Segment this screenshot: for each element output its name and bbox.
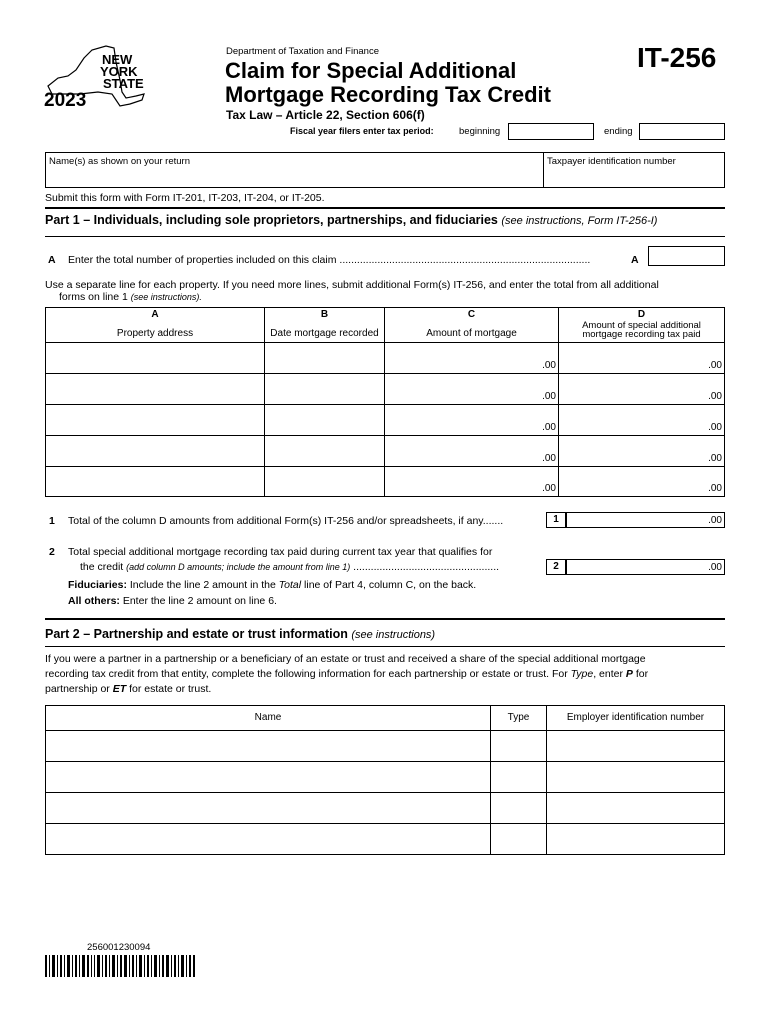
col-c-label: Amount of mortgage xyxy=(426,328,517,339)
part1-heading-note: (see instructions, Form IT-256-I) xyxy=(501,215,658,227)
table-row xyxy=(46,405,724,435)
tin-label: Taxpayer identification number xyxy=(547,156,676,167)
state-name-line2: YORK xyxy=(100,64,138,79)
col-a-label: Property address xyxy=(116,328,194,339)
property-address-field[interactable] xyxy=(46,374,264,404)
line2-box-label: 2 xyxy=(546,559,566,575)
line1-leader-dots: ....... xyxy=(482,515,504,527)
tax-paid-field[interactable] xyxy=(559,467,724,496)
entity-name-field[interactable] xyxy=(46,793,490,823)
part2-heading-note: (see instructions) xyxy=(351,629,436,641)
table-row xyxy=(46,731,724,761)
part2-intro-line3 xyxy=(45,683,211,695)
form-title-line2: Mortgage Recording Tax Credit xyxy=(225,82,551,107)
col-d-letter: D xyxy=(637,309,646,320)
table-row xyxy=(46,436,724,466)
part2-intro-line2b: , enter xyxy=(593,668,623,680)
ending-date-field[interactable] xyxy=(639,123,725,140)
tin-field[interactable] xyxy=(544,153,724,187)
barcode-number: 256001230094 xyxy=(87,942,151,953)
mortgage-amount-cents: .00 xyxy=(542,360,556,371)
line2-text-a: Total special additional mortgage recording tax paid during current tax year that qualifies for xyxy=(68,546,493,558)
mortgage-amount-cents: .00 xyxy=(542,422,556,433)
entity-name-field[interactable] xyxy=(46,824,490,854)
part1-instructions-line2-text: forms on line 1 xyxy=(59,291,128,303)
tax-paid-field[interactable] xyxy=(559,374,724,404)
state-name-line1: NEW xyxy=(102,52,133,67)
col-b-label: Date mortgage recorded xyxy=(270,328,379,339)
fiduciaries-note xyxy=(68,579,476,591)
line2-number: 2 xyxy=(49,546,55,558)
part2-title: Part 2 – Partnership and estate or trust information xyxy=(45,627,348,641)
mortgage-amount-cents: .00 xyxy=(542,483,556,494)
tax-paid-cents: .00 xyxy=(708,422,722,433)
tax-year: 2023 xyxy=(44,90,87,111)
mortgage-amount-field[interactable] xyxy=(385,374,558,404)
line1-amount-field[interactable] xyxy=(566,512,725,528)
entity-type-field[interactable] xyxy=(491,731,546,761)
part2-intro-line1: If you were a partner in a partnership or a beneficiary of an estate or trust and received a share of the special additional mortgage xyxy=(45,653,646,665)
entity-type-field[interactable] xyxy=(491,824,546,854)
barcode-icon xyxy=(45,955,195,977)
date-recorded-field[interactable] xyxy=(265,467,384,496)
part2-intro-type-word: Type xyxy=(570,668,594,680)
part2-intro-line3b: for estate or trust. xyxy=(129,683,212,695)
beginning-date-field[interactable] xyxy=(508,123,594,140)
part1-top-rule xyxy=(45,207,725,209)
submit-note: Submit this form with Form IT-201, IT-203, IT-204, or IT-205. xyxy=(45,192,325,204)
lineA-label: A xyxy=(631,254,639,266)
fiduciaries-text-b: line of Part 4, column C, on the back. xyxy=(304,579,477,591)
date-recorded-field[interactable] xyxy=(265,374,384,404)
col-d-label-line1: Amount of special additional xyxy=(582,320,701,331)
mortgage-amount-field[interactable] xyxy=(385,467,558,496)
others-text: Enter the line 2 amount on line 6. xyxy=(122,595,277,607)
mortgage-amount-field[interactable] xyxy=(385,343,558,373)
beginning-date-value xyxy=(509,129,512,140)
lineA-value xyxy=(649,252,652,263)
property-address-field[interactable] xyxy=(46,467,264,496)
department-name: Department of Taxation and Finance xyxy=(226,46,379,57)
tax-paid-field[interactable] xyxy=(559,405,724,435)
part1-heading-rule xyxy=(45,236,725,237)
lineA-leader-dots: ...................................................................................... xyxy=(336,254,591,266)
entity-name-field[interactable] xyxy=(46,731,490,761)
entity-ein-field[interactable] xyxy=(547,762,724,792)
part2-top-rule xyxy=(45,618,725,620)
line2-leader-dots: .................................................. xyxy=(350,561,500,573)
entity-type-field[interactable] xyxy=(491,793,546,823)
ending-date-value xyxy=(640,129,643,140)
part1-instructions-line2 xyxy=(59,291,202,303)
tax-paid-cents: .00 xyxy=(708,391,722,402)
part2-intro-line2c: for xyxy=(635,668,649,680)
name-label: Name(s) as shown on your return xyxy=(49,156,190,167)
col-name-header: Name xyxy=(254,712,282,723)
lineA-letter: A xyxy=(48,254,56,266)
entity-ein-field[interactable] xyxy=(547,731,724,761)
mortgage-amount-field[interactable] xyxy=(385,436,558,466)
tax-paid-field[interactable] xyxy=(559,343,724,373)
others-note xyxy=(68,595,277,607)
line1-text xyxy=(68,515,542,527)
part2-heading-rule xyxy=(45,646,725,647)
table-row xyxy=(46,793,724,823)
col-ein-header: Employer identification number xyxy=(566,712,705,723)
line2-text-b-note: (add column D amounts; include the amount from line 1) xyxy=(126,562,351,572)
col-d-label-line2: mortgage recording tax paid xyxy=(582,329,701,340)
line1-description: Total of the column D amounts from additional Form(s) IT-256 and/or spreadsheets, if any xyxy=(68,515,483,527)
col-type-header: Type xyxy=(507,712,530,723)
lineA-input[interactable] xyxy=(648,246,725,266)
mortgage-amount-cents: .00 xyxy=(542,453,556,464)
tax-paid-field[interactable] xyxy=(559,436,724,466)
col-a-letter: A xyxy=(151,309,159,320)
part2-intro-line3a: partnership or xyxy=(45,683,110,695)
line1-number: 1 xyxy=(49,515,55,527)
tax-paid-cents: .00 xyxy=(708,453,722,464)
part2-intro-et: ET xyxy=(112,683,127,695)
form-number: IT-256 xyxy=(637,42,717,73)
state-name-line3: STATE xyxy=(103,76,144,91)
entity-ein-field[interactable] xyxy=(547,824,724,854)
line2-text-b-main: the credit xyxy=(80,561,124,573)
ending-label: ending xyxy=(604,126,633,137)
tax-law-reference: Tax Law – Article 22, Section 606(f) xyxy=(226,108,425,122)
property-table xyxy=(45,307,725,497)
tax-paid-cents: .00 xyxy=(708,360,722,371)
part1-title: Part 1 – Individuals, including sole proprietors, partnerships, and fiduciaries xyxy=(45,213,498,227)
beginning-label: beginning xyxy=(459,126,501,137)
others-label: All others: xyxy=(68,595,120,607)
entity-table xyxy=(45,705,725,855)
part1-instructions-line2-note: (see instructions). xyxy=(130,292,202,302)
col-b-letter: B xyxy=(320,309,329,320)
date-recorded-field[interactable] xyxy=(265,436,384,466)
entity-name-field[interactable] xyxy=(46,762,490,792)
line2-text-b xyxy=(80,561,542,573)
tax-paid-cents: .00 xyxy=(708,483,722,494)
fiduciaries-text-em: Total xyxy=(278,579,302,591)
part2-intro-p: P xyxy=(625,668,633,680)
name-field[interactable] xyxy=(46,153,543,187)
part1-instructions-line1: Use a separate line for each property. If you need more lines, submit additional Form(s) IT-256, and enter the total from all additional xyxy=(45,279,659,291)
part2-intro-line2 xyxy=(45,668,648,680)
line1-box-label: 1 xyxy=(546,512,566,528)
entity-type-field[interactable] xyxy=(491,762,546,792)
property-address-field[interactable] xyxy=(46,436,264,466)
lineA-description: Enter the total number of properties included on this claim xyxy=(68,254,337,266)
line2-cents: .00 xyxy=(708,562,722,573)
date-recorded-field[interactable] xyxy=(265,405,384,435)
col-c-letter: C xyxy=(467,309,476,320)
nys-logo xyxy=(40,40,160,112)
table-row xyxy=(46,343,724,373)
line2-amount-field[interactable] xyxy=(566,559,725,575)
fiduciaries-text-a: Include the line 2 amount in the xyxy=(129,579,276,591)
table-row xyxy=(46,824,724,854)
table-row xyxy=(46,467,724,496)
property-address-field[interactable] xyxy=(46,343,264,373)
fiscal-year-label: Fiscal year filers enter tax period: xyxy=(290,126,434,136)
mortgage-amount-cents: .00 xyxy=(542,391,556,402)
line1-cents: .00 xyxy=(708,515,722,526)
property-address-field[interactable] xyxy=(46,405,264,435)
mortgage-amount-field[interactable] xyxy=(385,405,558,435)
lineA-text xyxy=(68,254,623,266)
table-row xyxy=(46,374,724,404)
fiduciaries-label: Fiduciaries: xyxy=(68,579,127,591)
table-row xyxy=(46,762,724,792)
entity-ein-field[interactable] xyxy=(547,793,724,823)
form-title-line1: Claim for Special Additional xyxy=(225,58,517,83)
part2-intro-line2a: recording tax credit from that entity, complete the following information for each partnership or estate or trust. For xyxy=(45,668,568,680)
part2-heading xyxy=(45,627,435,641)
part1-heading xyxy=(45,213,657,227)
date-recorded-field[interactable] xyxy=(265,343,384,373)
